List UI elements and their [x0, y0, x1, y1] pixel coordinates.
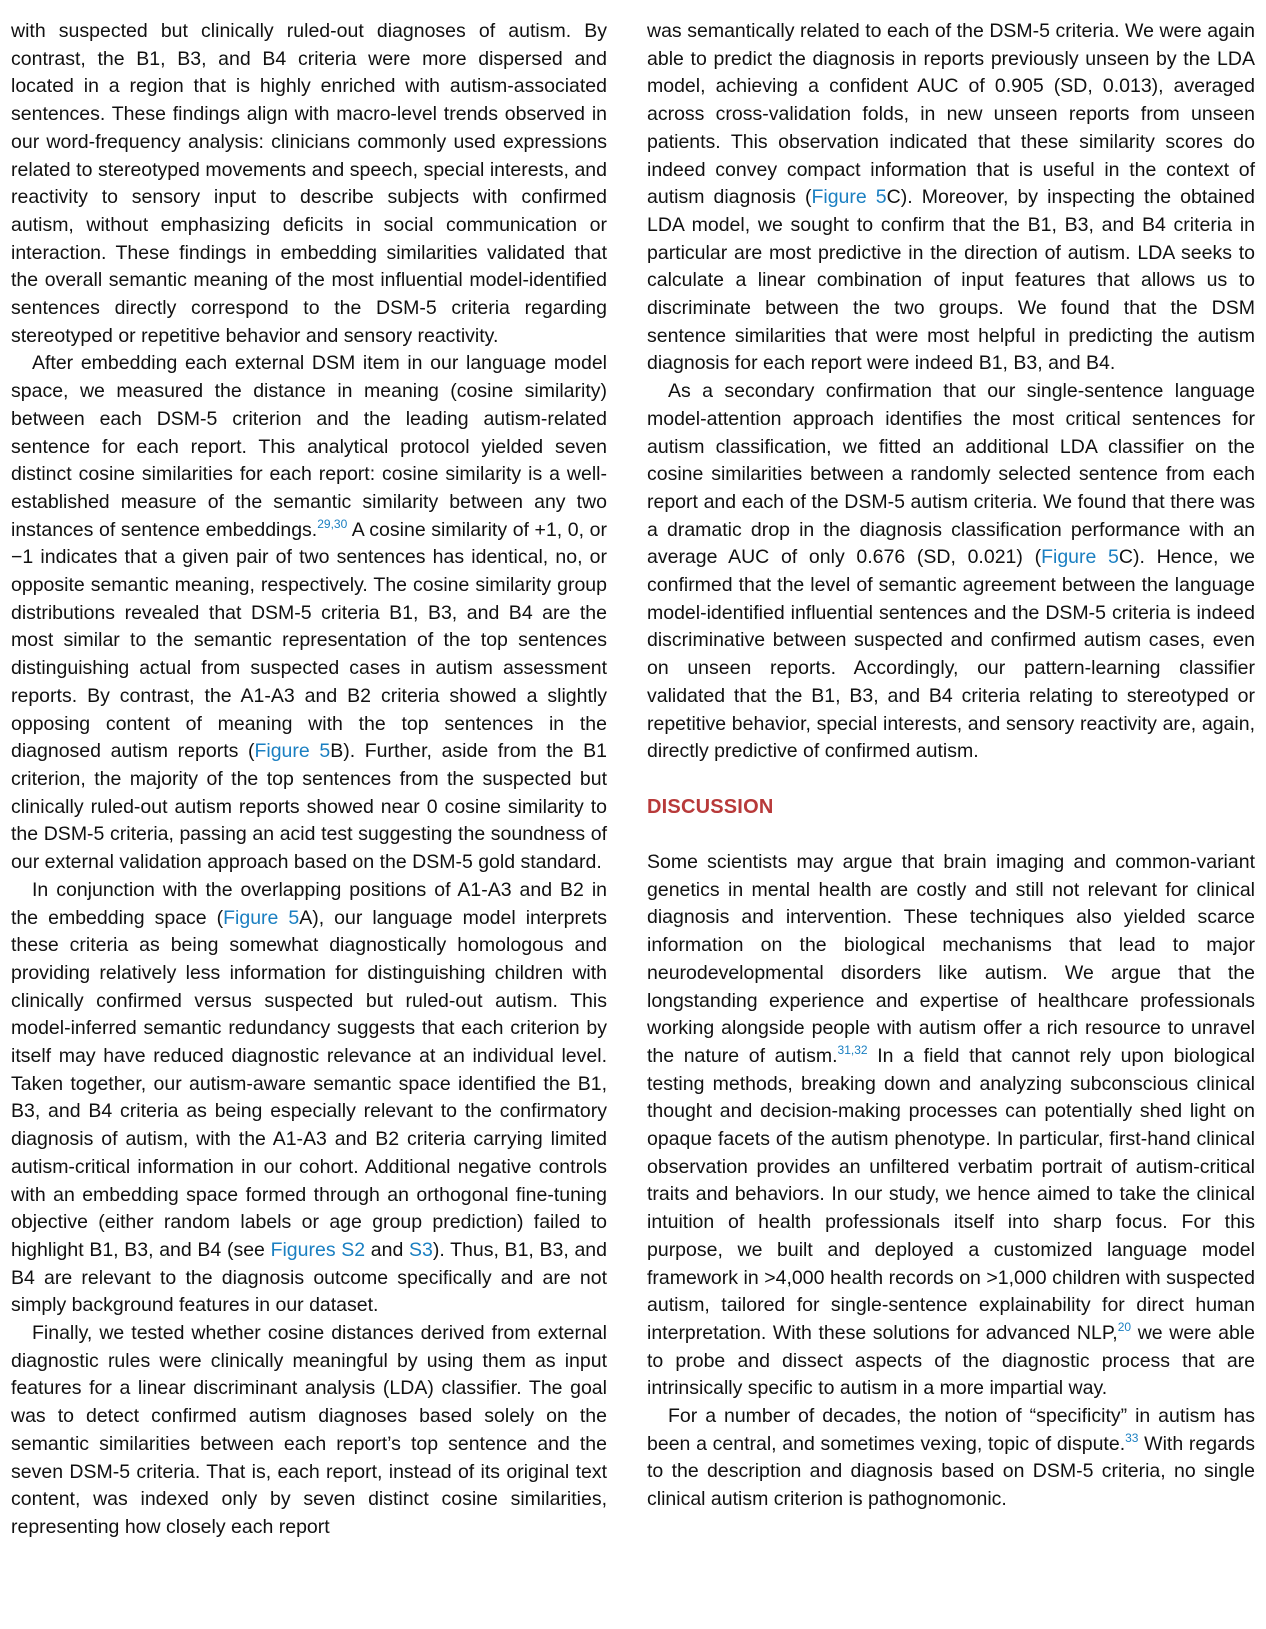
- figure-s3-link[interactable]: S3: [409, 1238, 433, 1261]
- text-span: For a number of decades, the notion of “specificity” in autism has been a central, and sometimes vexing, topic of dispute.: [647, 1405, 1255, 1455]
- text-span: A), our language model interprets these criteria as being somewhat diagnostically homologous and providing relatively less information for distinguishing children with clinically confirmed versus suspected but ruled-out autism. This model-inferred semantic redundancy suggests that each criterion by itself may have reduced diagnostic relevance at an individual level. Taken together, our autism-aware semantic space identified the B1, B3, and B4 criteria as being especially relevant to the confirmatory diagnosis of autism, with the A1-A3 and B2 criteria carrying limited autism-critical information in our cohort. Additional negative controls with an embedding space formed through an orthogonal fine-tuning objective (either random labels or age group prediction) failed to highlight B1, B3, and B4 (see: [11, 906, 607, 1261]
- paragraph-left-3: [11, 877, 607, 1320]
- citation-20[interactable]: 20: [1117, 1319, 1132, 1334]
- figure-s2-link[interactable]: Figures S2: [270, 1238, 366, 1261]
- text-span: As a secondary confirmation that our single-sentence language model-attention approach identifies the most critical sentences for autism classification, we fitted an additional LDA classifier on the cosine similarities between a randomly selected sentence from each report and each of the DSM-5 autism criteria. We found that there was a dramatic drop in the diagnosis classification performance with an average AUC of only 0.676 (SD, 0.021) (: [647, 380, 1255, 569]
- figure-5-link[interactable]: Figure 5: [811, 186, 887, 209]
- citation-33[interactable]: 33: [1125, 1430, 1139, 1445]
- figure-5-link[interactable]: Figure 5: [1041, 546, 1119, 569]
- text-span: In conjunction with the overlapping positions of A1-A3 and B2 in the embedding space (: [11, 878, 607, 929]
- paragraph-right-3: [647, 849, 1255, 1403]
- text-span: With regards to the description and diagnosis based on DSM-5 criteria, no single clinical autism criterion is pathognomonic.: [647, 1432, 1256, 1511]
- figure-5-link[interactable]: Figure 5: [223, 906, 300, 929]
- text-span: A cosine similarity of +1, 0, or −1 indicates that a given pair of two sentences has identical, no, or opposite semantic meaning, respectively. The cosine similarity group distributions revealed that DSM-5 criteria B1, B3, and B4 are the most similar to the semantic representation of the top sentences distinguishing actual from suspected cases in autism assessment reports. By contrast, the A1-A3 and B2 criteria showed a slightly opposing content of meaning with the top sentences in the diagnosed autism reports (: [11, 518, 607, 763]
- text-span: ). Thus, B1, B3, and B4 are relevant to the diagnosis outcome specifically and are not simply background features in our dataset.: [11, 1238, 607, 1317]
- section-heading-discussion: DISCUSSION: [647, 795, 774, 818]
- text-span: and: [365, 1238, 410, 1261]
- paragraph-right-4: [647, 1403, 1255, 1514]
- text-span: C). Moreover, by inspecting the obtained LDA model, we sought to confirm that the B1, B3, and B4 criteria in particular are most predictive in the direction of autism. LDA seeks to calculate a linear combination of input features that allows us to discriminate between the two groups. We found that the DSM sentence similarities that were most helpful in predicting the autism diagnosis for each report were indeed B1, B3, and B4.: [647, 186, 1255, 375]
- text-span: we were able to probe and dissect aspects of the diagnostic process that are intrinsically specific to autism in a more impartial way.: [647, 1321, 1255, 1400]
- left-column: [11, 18, 607, 1542]
- text-span: Some scientists may argue that brain imaging and common-variant genetics in mental health are costly and still not relevant for clinical diagnosis and intervention. These techniques also yielded scarce information on the biological mechanisms that lead to major neurodevelopmental disorders like autism. We argue that the longstanding experience and expertise of healthcare professionals working alongside people with autism offer a rich resource to unravel the nature of autism.: [647, 850, 1255, 1067]
- paragraph-left-2: [11, 350, 607, 876]
- citation-29-30[interactable]: 29,30: [317, 516, 348, 531]
- paragraph-left-1: with suspected but clinically ruled-out diagnoses of autism. By contrast, the B1, B3, and B4 criteria were more dispersed and located in a region that is highly enriched with autism-associated sentences. These findings align with macro-level trends observed in our word-frequency analysis: clinicians commonly used expressions related to stereotyped movements and speech, special interests, and reactivity to sensory input to describe subjects with confirmed autism, without emphasizing deficits in social communication or interaction. These findings in embedding similarities validated that the overall semantic meaning of the most influential model-identified sentences directly correspond to the DSM-5 criteria regarding stereotyped or repetitive behavior and sensory reactivity.: [11, 20, 607, 347]
- citation-31-32[interactable]: 31,32: [837, 1042, 868, 1057]
- text-span: After embedding each external DSM item in our language model space, we measured the distance in meaning (cosine similarity) between each DSM-5 criterion and the leading autism-related sentence for each report. This analytical protocol yielded seven distinct cosine similarities for each report: cosine similarity is a well-established measure of the semantic similarity between any two instances of sentence embeddings.: [11, 352, 607, 541]
- figure-5-link[interactable]: Figure 5: [254, 740, 331, 763]
- text-span: was semantically related to each of the DSM-5 criteria. We were again able to predict the diagnosis in reports previously unseen by the LDA model, achieving a confident AUC of 0.905 (SD, 0.013), averaged across cross-validation folds, in new unseen reports from unseen patients. This observation indicated that these similarity scores do indeed convey compact information that is useful in the context of autism diagnosis (: [647, 20, 1255, 209]
- paragraph-left-4: Finally, we tested whether cosine distances derived from external diagnostic rules were clinically meaningful by using them as input features for a linear discriminant analysis (LDA) classifier. The goal was to detect confirmed autism diagnoses based solely on the semantic similarities between each report’s top sentence and the seven DSM-5 criteria. That is, each report, instead of its original text content, was indexed only by seven distinct cosine similarities, representing how closely each report: [11, 1322, 607, 1538]
- text-span: B). Further, aside from the B1 criterion, the majority of the top sentences from the suspected but clinically ruled-out autism reports showed near 0 cosine similarity to the DSM-5 criteria, passing an acid test suggesting the soundness of our external validation approach based on the DSM-5 gold standard.: [11, 740, 607, 874]
- right-column: [647, 18, 1255, 1514]
- text-span: C). Hence, we confirmed that the level of semantic agreement between the language model-identified influential sentences and the DSM-5 criteria is indeed discriminative between suspected and confirmed autism cases, even on unseen reports. Accordingly, our pattern-learning classifier validated that the B1, B3, and B4 criteria relating to stereotyped or repetitive behavior, special interests, and sensory reactivity are, again, directly predictive of confirmed autism.: [647, 546, 1256, 763]
- paragraph-right-1: [647, 18, 1255, 378]
- paragraph-right-2: [647, 378, 1255, 766]
- text-span: In a field that cannot rely upon biological testing methods, breaking down and analyzing subconscious clinical thought and decision-making processes can potentially shed light on opaque facets of the autism phenotype. In particular, first-hand clinical observation provides an unfiltered verbatim portrait of autism-critical traits and behaviors. In our study, we hence aimed to take the clinical intuition of health professionals itself into sharp focus. For this purpose, we built and deployed a customized language model framework in >4,000 health records on >1,000 children with suspected autism, tailored for single-sentence explainability for direct human interpretation. With these solutions for advanced NLP,: [647, 1044, 1255, 1344]
